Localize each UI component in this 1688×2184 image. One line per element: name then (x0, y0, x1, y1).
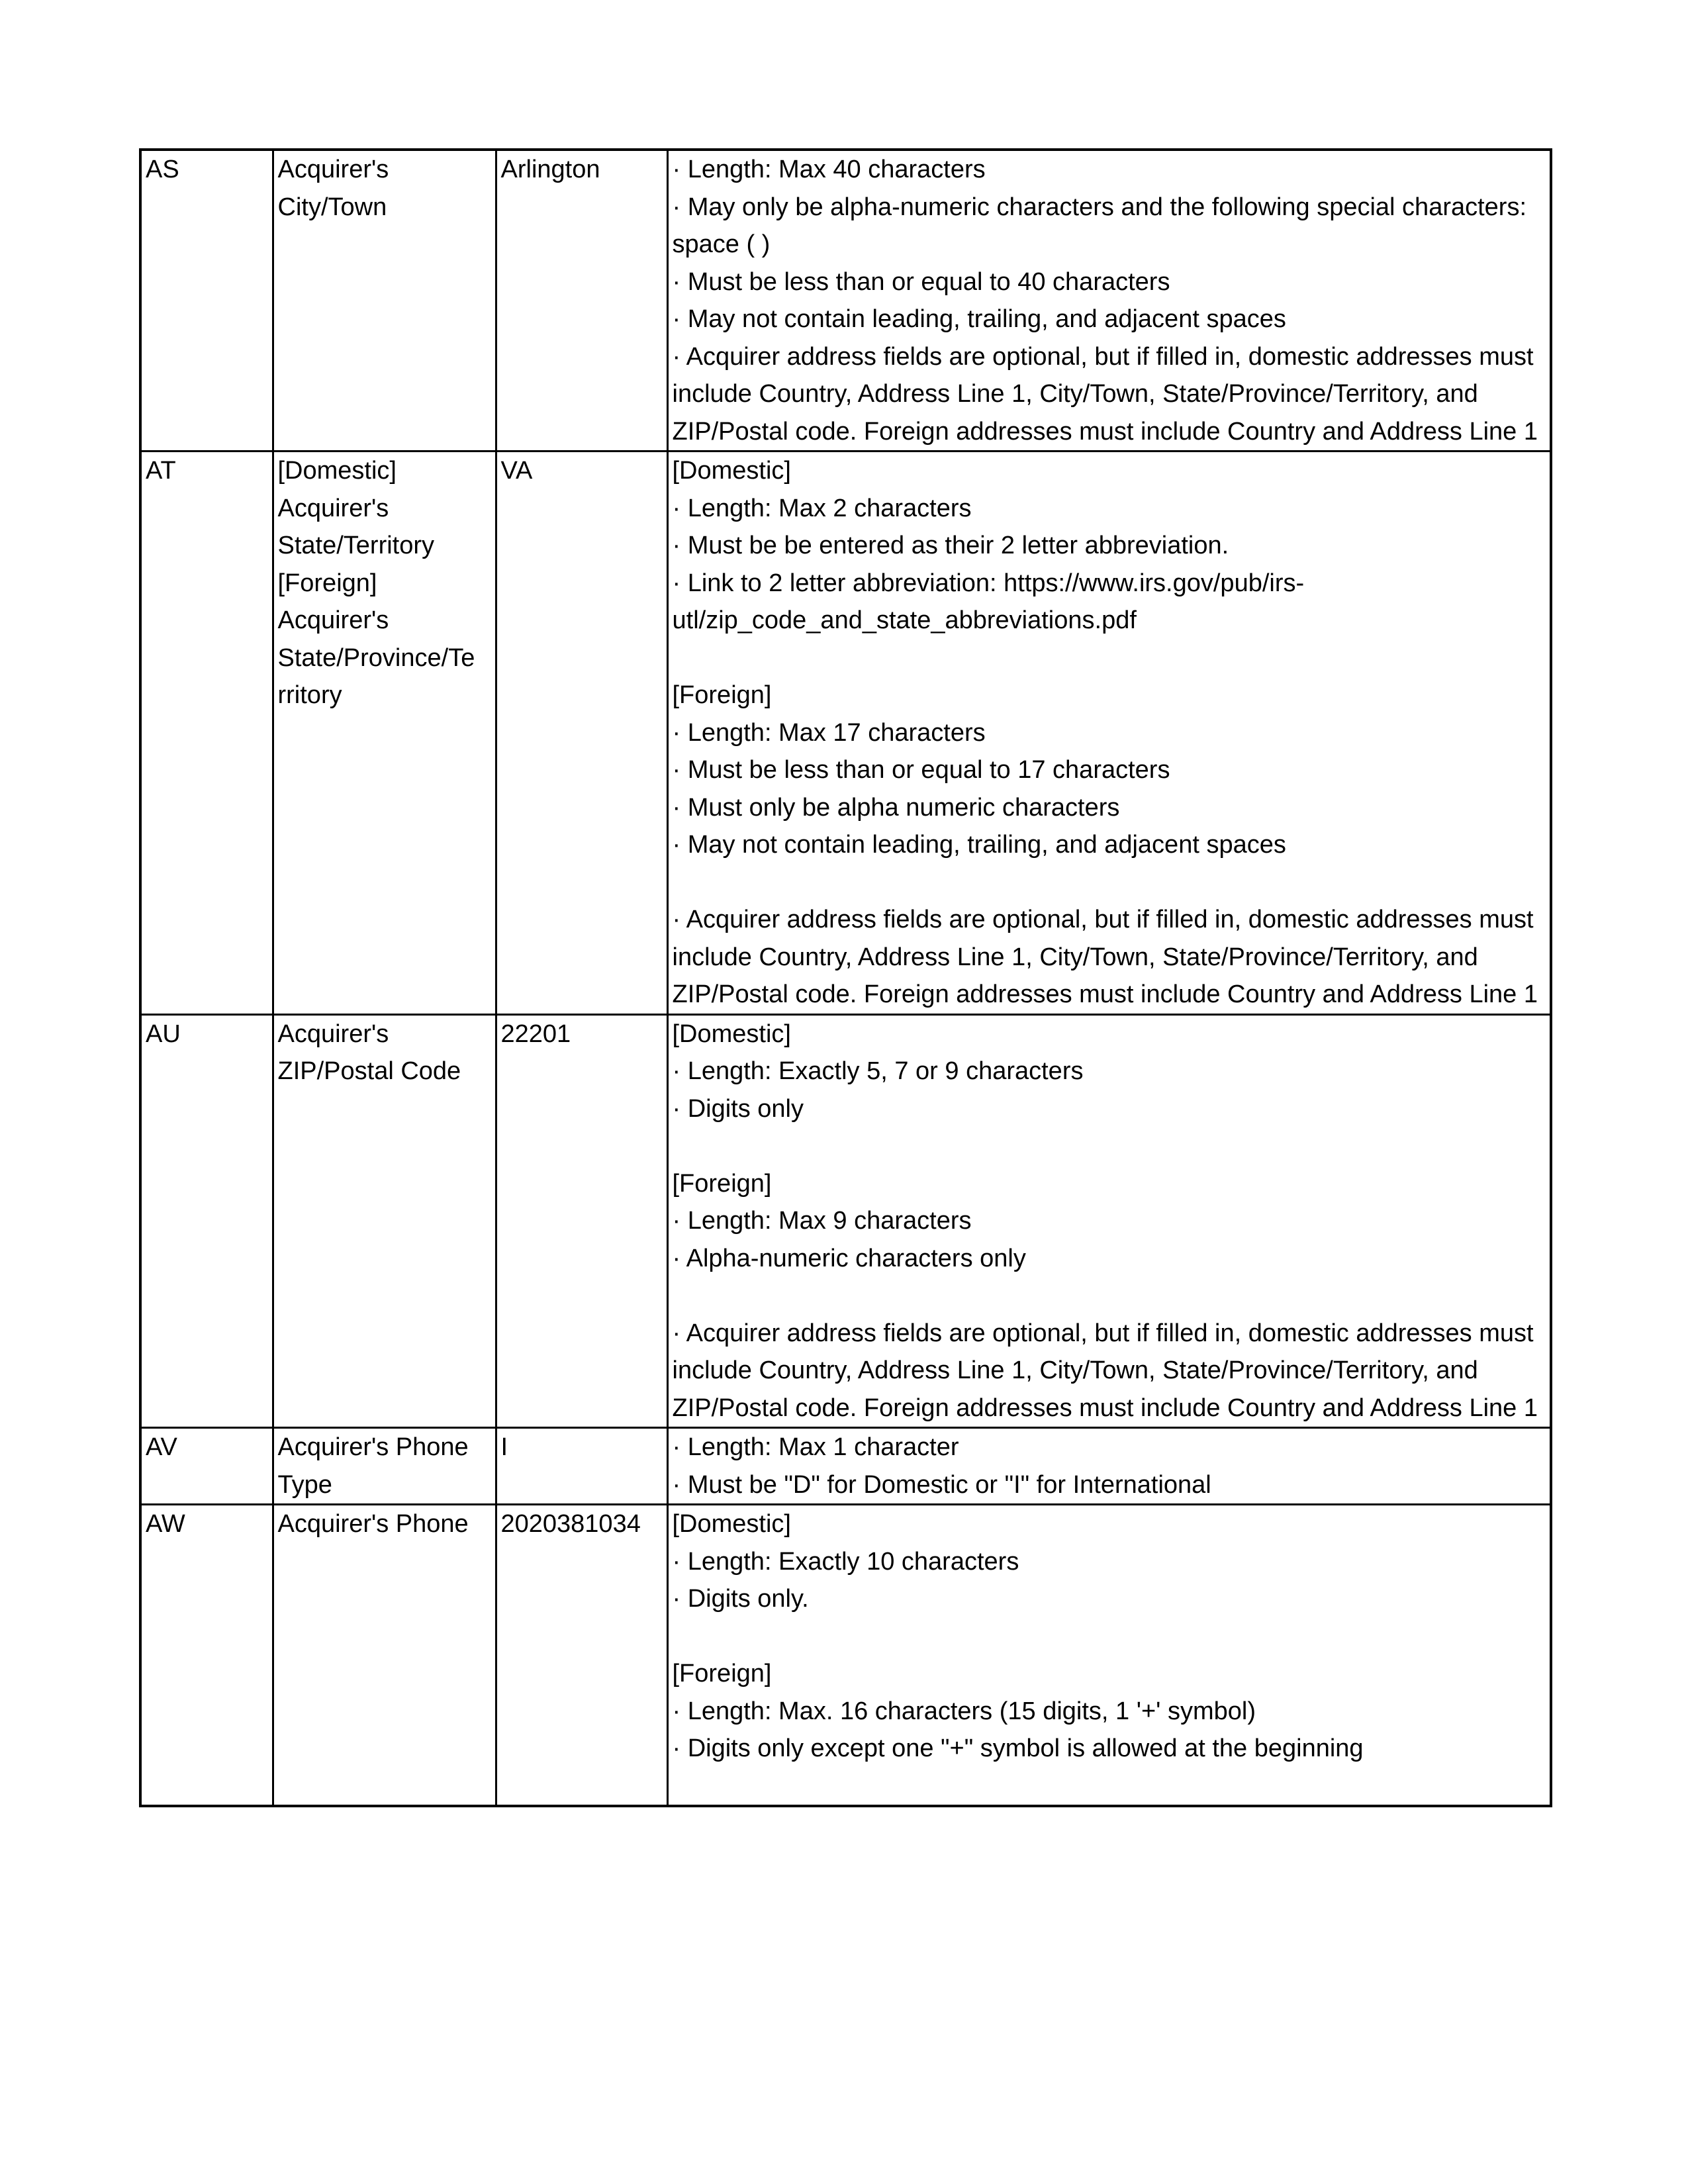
validation-rules-cell: [Domestic] · Length: Exactly 10 characters · Digits only. [Foreign] · Length: Max. 16 characters (15 digits, 1 '+' symbol) · Digits only except one "+" symbol is allowed at the beginning (667, 1505, 1551, 1807)
table-row-aw (140, 1505, 1551, 1807)
column-code-cell: AW (140, 1505, 273, 1807)
example-value-cell: I (496, 1428, 667, 1505)
example-value-cell: Arlington (496, 150, 667, 451)
column-code-cell: AT (140, 451, 273, 1015)
table-row-au (140, 1014, 1551, 1428)
validation-rules-cell: · Length: Max 1 character · Must be "D" for Domestic or "I" for International (667, 1428, 1551, 1505)
field-name-cell: Acquirer's ZIP/Postal Code (273, 1014, 496, 1428)
field-name-cell: Acquirer's City/Town (273, 150, 496, 451)
column-code-cell: AS (140, 150, 273, 451)
table-row-av (140, 1428, 1551, 1505)
table-row-at (140, 451, 1551, 1015)
field-name-cell: [Domestic] Acquirer's State/Territory [Foreign] Acquirer's State/Province/Te rritory (273, 451, 496, 1015)
example-value-cell: 22201 (496, 1014, 667, 1428)
field-name-cell: Acquirer's Phone (273, 1505, 496, 1807)
table-row-as (140, 150, 1551, 451)
column-code-cell: AU (140, 1014, 273, 1428)
validation-rules-cell: [Domestic] · Length: Max 2 characters · Must be be entered as their 2 letter abbreviation. · Link to 2 letter abbreviation: https://www.irs.gov/pub/irs- utl/zip_code_and_state_abbreviations.pdf [Foreign] · Length: Max 17 characters · Must be less than or equal to 17 characters · Must only be alpha numeric characters · May not contain leading, trailing, and adjacent spaces · Acquirer address fields are optional, but if filled in, domestic addresses must include Country, Address Line 1, City/Town, State/Province/Territory, and ZIP/Postal code. Foreign addresses must include Country and Address Line 1 (667, 451, 1551, 1015)
column-code-cell: AV (140, 1428, 273, 1505)
field-spec-table (139, 148, 1552, 1807)
validation-rules-cell: [Domestic] · Length: Exactly 5, 7 or 9 characters · Digits only [Foreign] · Length: Max 9 characters · Alpha-numeric characters only · Acquirer address fields are optional, but if filled in, domestic addresses must include Country, Address Line 1, City/Town, State/Province/Territory, and ZIP/Postal code. Foreign addresses must include Country and Address Line 1 (667, 1014, 1551, 1428)
example-value-cell: VA (496, 451, 667, 1015)
field-name-cell: Acquirer's Phone Type (273, 1428, 496, 1505)
validation-rules-cell: · Length: Max 40 characters · May only be alpha-numeric characters and the following special characters: space ( ) · Must be less than or equal to 40 characters · May not contain leading, trailing, and adjacent spaces · Acquirer address fields are optional, but if filled in, domestic addresses must include Country, Address Line 1, City/Town, State/Province/Territory, and ZIP/Postal code. Foreign addresses must include Country and Address Line 1 (667, 150, 1551, 451)
example-value-cell: 2020381034 (496, 1505, 667, 1807)
